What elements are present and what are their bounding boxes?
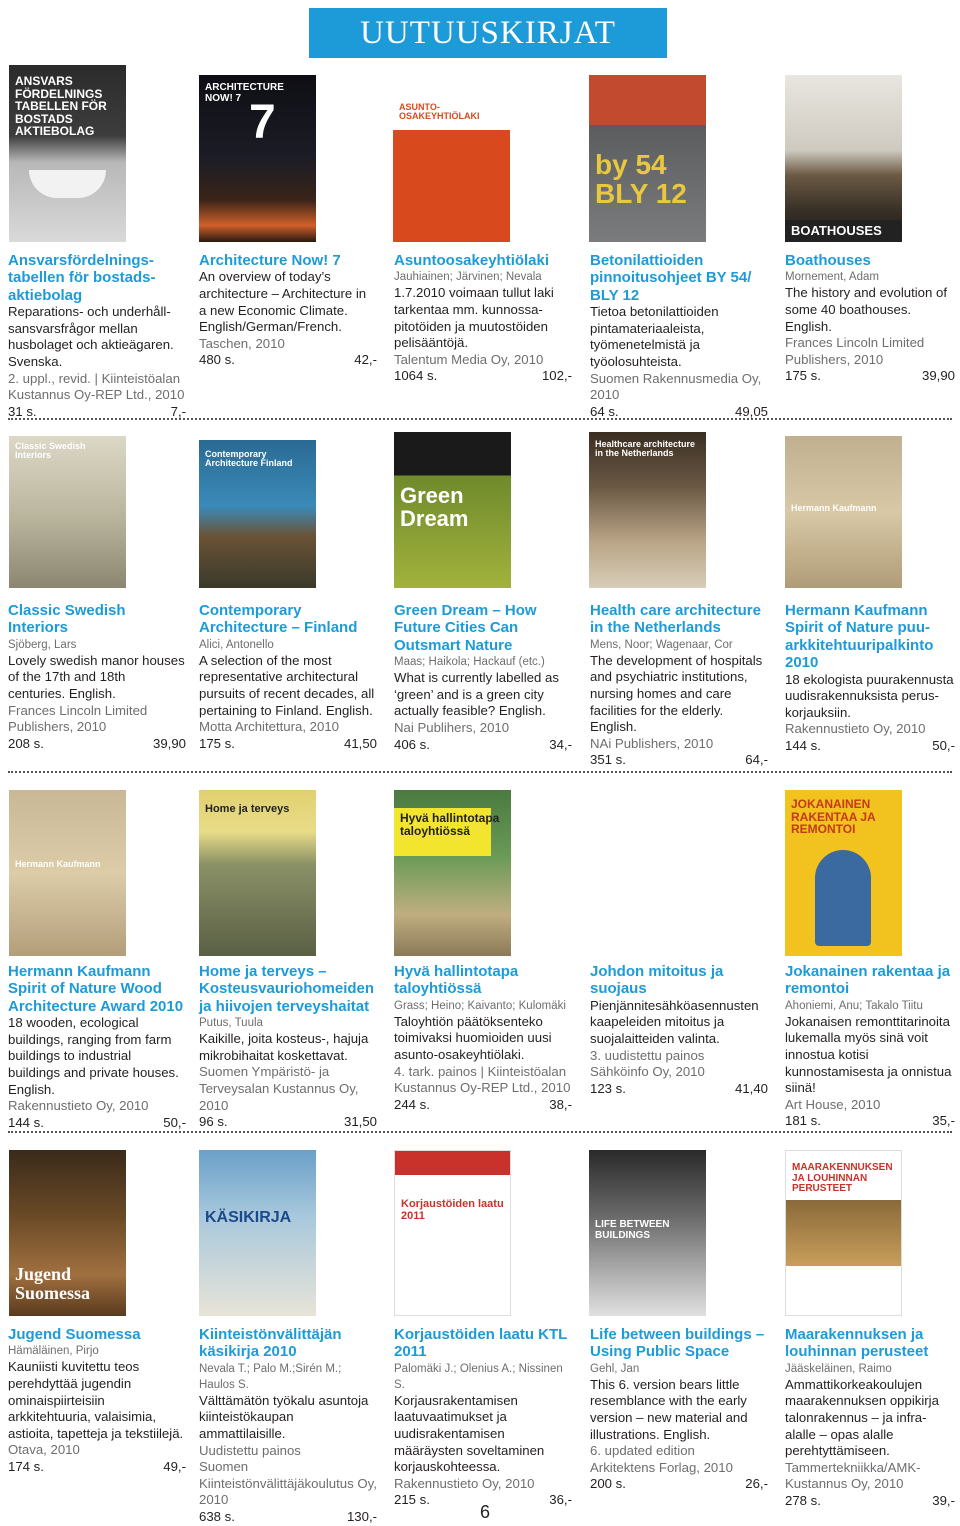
book-info-contemporary bbox=[199, 602, 377, 752]
page-header bbox=[309, 8, 667, 58]
book-cover-title: by 54 BLY 12 bbox=[595, 149, 687, 210]
book-cover-kaufmann-en[interactable] bbox=[9, 790, 126, 956]
book-pages: 144 s. bbox=[785, 738, 821, 753]
book-price: 38,- bbox=[549, 1096, 572, 1112]
book-edition: 4. tark. painos | Kiinteistöalan bbox=[394, 1063, 567, 1079]
book-publisher: Arkitektens Forlag, 2010 bbox=[590, 1459, 733, 1475]
book-cover-title: Hermann Kaufmann bbox=[791, 503, 877, 513]
book-price: 34,- bbox=[549, 736, 572, 752]
book-title[interactable]: Classic Swedish Interiors bbox=[8, 602, 126, 637]
book-info-green-dream bbox=[394, 602, 572, 753]
book-cover-life-between[interactable] bbox=[589, 1150, 706, 1316]
book-pages: 31 s. bbox=[8, 403, 37, 419]
book-pages-price bbox=[590, 1476, 768, 1493]
book-publisher: Frances Lincoln Limited Publishers, 2010 bbox=[8, 702, 148, 735]
book-cover-title: Jugend Suomessa bbox=[15, 1264, 91, 1303]
book-price: 7,- bbox=[170, 403, 186, 419]
book-info-health-care bbox=[590, 602, 768, 769]
book-pages-price bbox=[8, 736, 186, 753]
book-info-jugend bbox=[8, 1326, 186, 1476]
book-cover-boathouses[interactable] bbox=[785, 75, 902, 242]
book-title[interactable]: Contemporary Architecture – Finland bbox=[199, 602, 358, 637]
book-description: This 6. version bears little resemblance with the early version – new material and illustrations. English. bbox=[590, 1376, 748, 1442]
book-pages-price bbox=[785, 738, 955, 755]
book-pages: 175 s. bbox=[199, 735, 235, 751]
book-description: A selection of the most representative architectural pursuits of recent decades, all pertaining to Finland. English. bbox=[199, 652, 375, 718]
book-author: Alici, Antonello bbox=[199, 638, 274, 651]
book-cover-title: Home ja terveys bbox=[205, 803, 290, 815]
book-info-maarakennus bbox=[785, 1326, 955, 1510]
book-title[interactable]: Green Dream – How Future Cities Can Outsmart Nature bbox=[394, 602, 537, 654]
book-pages: 244 s. bbox=[394, 1096, 430, 1112]
book-pages: 215 s. bbox=[394, 1492, 430, 1508]
book-pages: 638 s. bbox=[199, 1508, 235, 1524]
book-pages: 64 s. bbox=[590, 403, 619, 419]
sink-shape bbox=[29, 170, 106, 198]
book-info-hyva-hallintotapa bbox=[394, 963, 572, 1113]
book-description: Jokanaisen remonttitarinoita lukemalla myös sinä voit innostua kotisi kunnostamisesta ja onnistua siinä! bbox=[785, 1013, 952, 1096]
book-description: Ammattikorkeakoulujen maarakennuksen oppikirja talonrakennus – ja infra-alalle – opas alalle perehtyttämiseen. bbox=[785, 1376, 939, 1459]
book-title[interactable]: Hermann Kaufmann Spirit of Nature Wood Architecture Award 2010 bbox=[8, 963, 184, 1015]
book-pages: 1064 s. bbox=[394, 368, 438, 384]
book-pages: 406 s. bbox=[394, 736, 430, 752]
book-cover-title: MAARAKENNUKSEN JA LOUHINNAN PERUSTEET bbox=[792, 1162, 893, 1194]
book-cover-architecture-now[interactable] bbox=[199, 75, 316, 242]
book-description: 18 ekologista puurakennusta uudisrakennuksista peruskorjauksiin. bbox=[785, 671, 954, 720]
book-author: Gehl, Jan bbox=[590, 1362, 640, 1375]
book-edition: 6. updated edition bbox=[590, 1443, 695, 1459]
book-cover-title: JOKANAINEN RAKENTAA JA REMONTOI bbox=[791, 797, 876, 837]
book-author: Nevala T.; Palo M.;Sirén M.; Haulos S. bbox=[199, 1362, 342, 1391]
book-publisher: Nai Publihers, 2010 bbox=[394, 720, 510, 735]
book-pages-price bbox=[199, 1114, 377, 1131]
book-cover-classic-swedish[interactable] bbox=[9, 436, 126, 588]
book-info-boathouses bbox=[785, 252, 955, 385]
page-number: 6 bbox=[479, 1502, 490, 1522]
book-pages: 480 s. bbox=[199, 352, 235, 368]
book-price: 49,05 bbox=[734, 403, 768, 419]
book-info-by54 bbox=[590, 252, 768, 420]
book-description: Pienjännitesähköasennusten kaapeleiden mitoitus ja suojalaitteiden valinta. bbox=[590, 997, 759, 1046]
book-cover-maarakennus[interactable] bbox=[785, 1150, 902, 1316]
book-title[interactable]: Ansvarsfördelningstabellen för bostadsaktiebolag bbox=[8, 252, 156, 304]
book-title[interactable]: Home ja terveys – Kosteusvauriohomeiden ja hiivojen terveyshaitat bbox=[199, 963, 375, 1015]
book-publisher: Rakennustieto Oy, 2010 bbox=[785, 721, 926, 737]
book-info-korjaustoiden-laatu bbox=[394, 1326, 572, 1509]
book-price: 50,- bbox=[163, 1114, 186, 1130]
cover-big-seven: 7 bbox=[249, 96, 276, 149]
row-divider bbox=[8, 418, 952, 420]
book-price: 41,50 bbox=[343, 735, 377, 751]
book-pages-price bbox=[394, 368, 572, 385]
book-title[interactable]: Jokanainen rakentaa ja remontoi bbox=[785, 963, 951, 998]
book-cover-title: BOATHOUSES bbox=[791, 223, 882, 239]
book-edition: Uudistettu painos bbox=[199, 1442, 301, 1458]
book-info-home-terveys bbox=[199, 963, 377, 1131]
book-publisher: Frances Lincoln Limited Publishers, 2010 bbox=[785, 335, 925, 367]
book-price: 39,90 bbox=[921, 368, 955, 384]
book-cover-kaufmann-fi[interactable] bbox=[785, 436, 902, 588]
book-price: 36,- bbox=[549, 1492, 572, 1508]
book-publisher: Kustannus Oy-REP Ltd., 2010 bbox=[8, 387, 185, 403]
row-divider bbox=[8, 1131, 952, 1133]
book-price: 42,- bbox=[354, 352, 377, 368]
book-cover-title: Healthcare architecture in the Netherlands bbox=[595, 439, 696, 459]
book-cover-home-terveys[interactable] bbox=[199, 790, 316, 956]
book-pages-price bbox=[785, 1493, 955, 1510]
book-edition: 3. uudistettu painos bbox=[590, 1047, 705, 1063]
book-pages: 96 s. bbox=[199, 1114, 228, 1130]
book-cover-by54[interactable] bbox=[589, 75, 706, 242]
book-cover-health-care[interactable] bbox=[589, 432, 706, 588]
book-info-kaufmann-fi bbox=[785, 602, 955, 755]
book-cover-title: LIFE BETWEEN BUILDINGS bbox=[595, 1219, 670, 1241]
book-publisher: Talentum Media Oy, 2010 bbox=[394, 351, 544, 367]
book-pages-price bbox=[590, 752, 768, 769]
book-pages: 208 s. bbox=[8, 735, 44, 751]
book-pages-price bbox=[199, 1509, 377, 1526]
book-title[interactable]: Kiinteistönvälittäjän käsikirja 2010 bbox=[199, 1326, 342, 1361]
book-description: The development of hospitals and psychiatric institutions, nursing homes and care facilities for the elderly. English. bbox=[590, 652, 763, 735]
book-price: 102,- bbox=[541, 368, 572, 384]
book-description: Lovely swedish manor houses of the 17th and 18th centuries. English. bbox=[8, 652, 185, 701]
book-title[interactable]: Korjaustöiden laatu KTL 2011 bbox=[394, 1326, 568, 1361]
book-description: Korjausrakentamisen laatuvaatimukset ja uudisrakentamisen määräysten soveltaminen korjauskohteessa. bbox=[394, 1392, 545, 1475]
book-description: Taloyhtiön päätöksenteko toimivaksi huomioiden uusi asunto-osakeyhtiölaki. bbox=[394, 1013, 552, 1062]
book-title[interactable]: Betonilattioiden pinnoitusohjeet BY 54/ BLY 12 bbox=[590, 252, 752, 304]
book-cover-title: ARCHITECTURE NOW! 7 bbox=[205, 82, 284, 104]
book-publisher: Rakennustieto Oy, 2010 bbox=[394, 1475, 535, 1491]
book-cover-title: KÄSIKIRJA bbox=[205, 1209, 292, 1226]
book-info-kaufmann-en bbox=[8, 963, 186, 1131]
book-description: Tietoa betonilattioiden pintamateriaaleista, työmenetelmistä ja työolosuhteista. bbox=[590, 304, 719, 369]
book-author: Jauhiainen; Järvinen; Nevala bbox=[394, 271, 542, 284]
book-pages-price bbox=[785, 368, 955, 385]
book-author: Mornement, Adam bbox=[785, 271, 879, 284]
book-description: Reparations- och underhållsansvarsfrågor mellan husbolaget och aktieägaren. Svenska. bbox=[8, 304, 174, 369]
book-pages: 174 s. bbox=[8, 1458, 44, 1474]
book-pages: 278 s. bbox=[785, 1492, 821, 1508]
book-price: 26,- bbox=[745, 1476, 768, 1492]
book-author: Mens, Noor; Wagenaar, Cor bbox=[590, 638, 733, 651]
book-pages-price bbox=[199, 352, 377, 369]
book-price: 130,- bbox=[346, 1508, 377, 1524]
book-title[interactable]: Maarakennuksen ja louhinnan perusteet bbox=[785, 1326, 929, 1361]
book-publisher: Suomen Ympäristö- ja Terveysalan Kustannus Oy, 2010 bbox=[199, 1064, 359, 1113]
cover-red-band bbox=[395, 1151, 510, 1175]
book-publisher: Taschen, 2010 bbox=[199, 335, 285, 351]
book-author: Grass; Heino; Kaivanto; Kulomäki bbox=[394, 999, 566, 1012]
book-pages: 175 s. bbox=[785, 368, 821, 384]
book-cover-title: Classic Swedish Interiors bbox=[15, 441, 86, 461]
book-pages-price bbox=[590, 1081, 768, 1098]
book-cover-korjaustoiden-laatu[interactable] bbox=[394, 1150, 511, 1316]
book-price: 64,- bbox=[745, 752, 768, 768]
book-cover-title: Contemporary Architecture Finland bbox=[205, 449, 293, 469]
book-description: What is currently labelled as ‘green’ and is a green city actually feasible? English. bbox=[394, 670, 559, 719]
book-edition: 2. uppl., revid. | Kiinteistöalan bbox=[8, 370, 181, 386]
book-publisher: NAi Publishers, 2010 bbox=[590, 735, 714, 751]
book-info-ansvars bbox=[8, 252, 186, 420]
book-cover-jugend[interactable] bbox=[9, 1150, 126, 1316]
book-author: Maas; Haikola; Hackauf (etc.) bbox=[394, 656, 545, 669]
book-pages-price bbox=[394, 1097, 572, 1114]
book-pages-price bbox=[199, 736, 377, 753]
book-publisher: Motta Architettura, 2010 bbox=[199, 719, 340, 735]
book-publisher: Tammertekniikka/AMK-Kustannus Oy, 2010 bbox=[785, 1459, 921, 1492]
book-price: 50,- bbox=[932, 738, 955, 753]
book-cover-ansvars[interactable] bbox=[9, 65, 126, 242]
book-cover-title: ASUNTO-OSAKEYHTIÖLAKI bbox=[399, 102, 480, 122]
book-description: An overview of today’s architecture – Architecture in a new Economic Climate. English/German/French. bbox=[199, 269, 367, 335]
book-cover-asunto[interactable] bbox=[393, 75, 510, 242]
book-cover-jokanainen[interactable] bbox=[785, 790, 902, 956]
book-pages: 181 s. bbox=[785, 1113, 821, 1129]
book-publisher: Suomen Rakennusmedia Oy, 2010 bbox=[590, 370, 762, 403]
book-title[interactable]: Boathouses bbox=[785, 252, 871, 269]
book-cover-title: Green Dream bbox=[400, 483, 469, 532]
book-cover-contemporary[interactable] bbox=[199, 440, 316, 588]
book-author: Ahoniemi, Anu; Takalo Tiitu bbox=[785, 999, 923, 1012]
book-cover-title: Korjaustöiden laatu 2011 bbox=[401, 1198, 504, 1222]
book-info-architecture-now bbox=[199, 252, 377, 369]
book-author: Hämäläinen, Pirjo bbox=[8, 1345, 99, 1358]
book-info-johdon bbox=[590, 963, 768, 1097]
book-price: 39,90 bbox=[152, 735, 186, 751]
book-title[interactable]: Hyvä hallintotapa taloyhtiössä bbox=[394, 963, 519, 998]
book-author: Jääskeläinen, Raimo bbox=[785, 1362, 892, 1375]
book-publisher: Rakennustieto Oy, 2010 bbox=[8, 1098, 149, 1114]
book-cover-hyva-hallintotapa[interactable] bbox=[394, 790, 511, 956]
book-pages-price bbox=[8, 1115, 186, 1132]
book-price: 41,40 bbox=[734, 1080, 768, 1096]
book-pages: 123 s. bbox=[590, 1080, 626, 1096]
book-cover-kasikirja[interactable] bbox=[199, 1150, 316, 1316]
cover-figure bbox=[815, 850, 871, 946]
book-title[interactable]: Architecture Now! 7 bbox=[199, 252, 341, 269]
header-title: UUTUUSKIRJAT bbox=[360, 14, 616, 51]
book-description: Välttämätön työkalu asuntoja kiinteistökaupan ammattilaisille. bbox=[199, 1392, 369, 1441]
book-cover-johdon[interactable] bbox=[589, 790, 706, 956]
book-author: Putus, Tuula bbox=[199, 1017, 263, 1030]
book-description: 1.7.2010 voimaan tullut laki tarkentaa mm. kunnossapitotöiden ja muutostöiden pelisääntöjä. bbox=[394, 285, 554, 351]
book-publisher: Suomen Kiinteistönvälittäjäkoulutus Oy, 2010 bbox=[199, 1459, 377, 1508]
book-price: 39,- bbox=[932, 1492, 955, 1508]
book-description: Kauniisti kuvitettu teos perehdyttää jugendin ominaispiirteisiin arkkitehtuuria, valaisimia, astioita, tapetteja ja tekstiilejä. bbox=[8, 1359, 184, 1441]
book-info-jokanainen bbox=[785, 963, 955, 1130]
book-publisher: Otava, 2010 bbox=[8, 1442, 80, 1458]
book-price: 35,- bbox=[932, 1113, 955, 1129]
book-cover-title: Hermann Kaufmann bbox=[15, 859, 101, 869]
book-description: 18 wooden, ecological buildings, ranging from farm buildings to industrial buildings and private houses. English. bbox=[8, 1015, 179, 1097]
book-info-classic-swedish bbox=[8, 602, 186, 752]
book-title[interactable]: Johdon mitoitus ja suojaus bbox=[590, 963, 724, 998]
book-title[interactable]: Jugend Suomessa bbox=[8, 1326, 141, 1343]
book-pages: 200 s. bbox=[590, 1476, 626, 1492]
book-title[interactable]: Health care architecture in the Netherlands bbox=[590, 602, 761, 637]
book-title[interactable]: Life between buildings – Using Public Space bbox=[590, 1326, 765, 1361]
book-publisher: Sähköinfo Oy, 2010 bbox=[590, 1064, 705, 1080]
book-price: 49,- bbox=[163, 1458, 186, 1474]
book-author: Sjöberg, Lars bbox=[8, 638, 77, 651]
book-info-kasikirja bbox=[199, 1326, 377, 1526]
book-author: Palomäki J.; Olenius A.; Nissinen S. bbox=[394, 1362, 563, 1391]
book-pages-price bbox=[8, 1459, 186, 1476]
book-pages: 144 s. bbox=[8, 1114, 44, 1130]
book-pages: 351 s. bbox=[590, 752, 626, 768]
book-title[interactable]: Asuntoosakeyhtiölaki bbox=[394, 252, 550, 269]
book-price: 31,50 bbox=[343, 1114, 377, 1130]
book-cover-title: Hyvä hallintotapa taloyhtiössä bbox=[400, 811, 500, 838]
book-description: Kaikille, joita kosteus-, hajuja mikrobihaitat koskettavat. bbox=[199, 1031, 369, 1063]
book-info-asunto bbox=[394, 252, 572, 385]
book-publisher: Art House, 2010 bbox=[785, 1096, 881, 1112]
book-info-life-between bbox=[590, 1326, 768, 1493]
book-description: The history and evolution of some 40 boathouses. English. bbox=[785, 285, 948, 334]
book-pages-price bbox=[394, 737, 572, 754]
book-title[interactable]: Hermann Kaufmann Spirit of Nature puuarkkitehtuuripalkinto 2010 bbox=[785, 602, 934, 672]
row-divider bbox=[8, 771, 952, 773]
book-pages-price bbox=[785, 1113, 955, 1130]
book-cover-title: ANSVARS FÖRDELNINGS TABELLEN FÖR BOSTADS AKTIEBOLAG bbox=[15, 74, 107, 139]
book-publisher: Kustannus Oy-REP Ltd., 2010 bbox=[394, 1080, 571, 1096]
book-cover-green-dream[interactable] bbox=[394, 432, 511, 588]
